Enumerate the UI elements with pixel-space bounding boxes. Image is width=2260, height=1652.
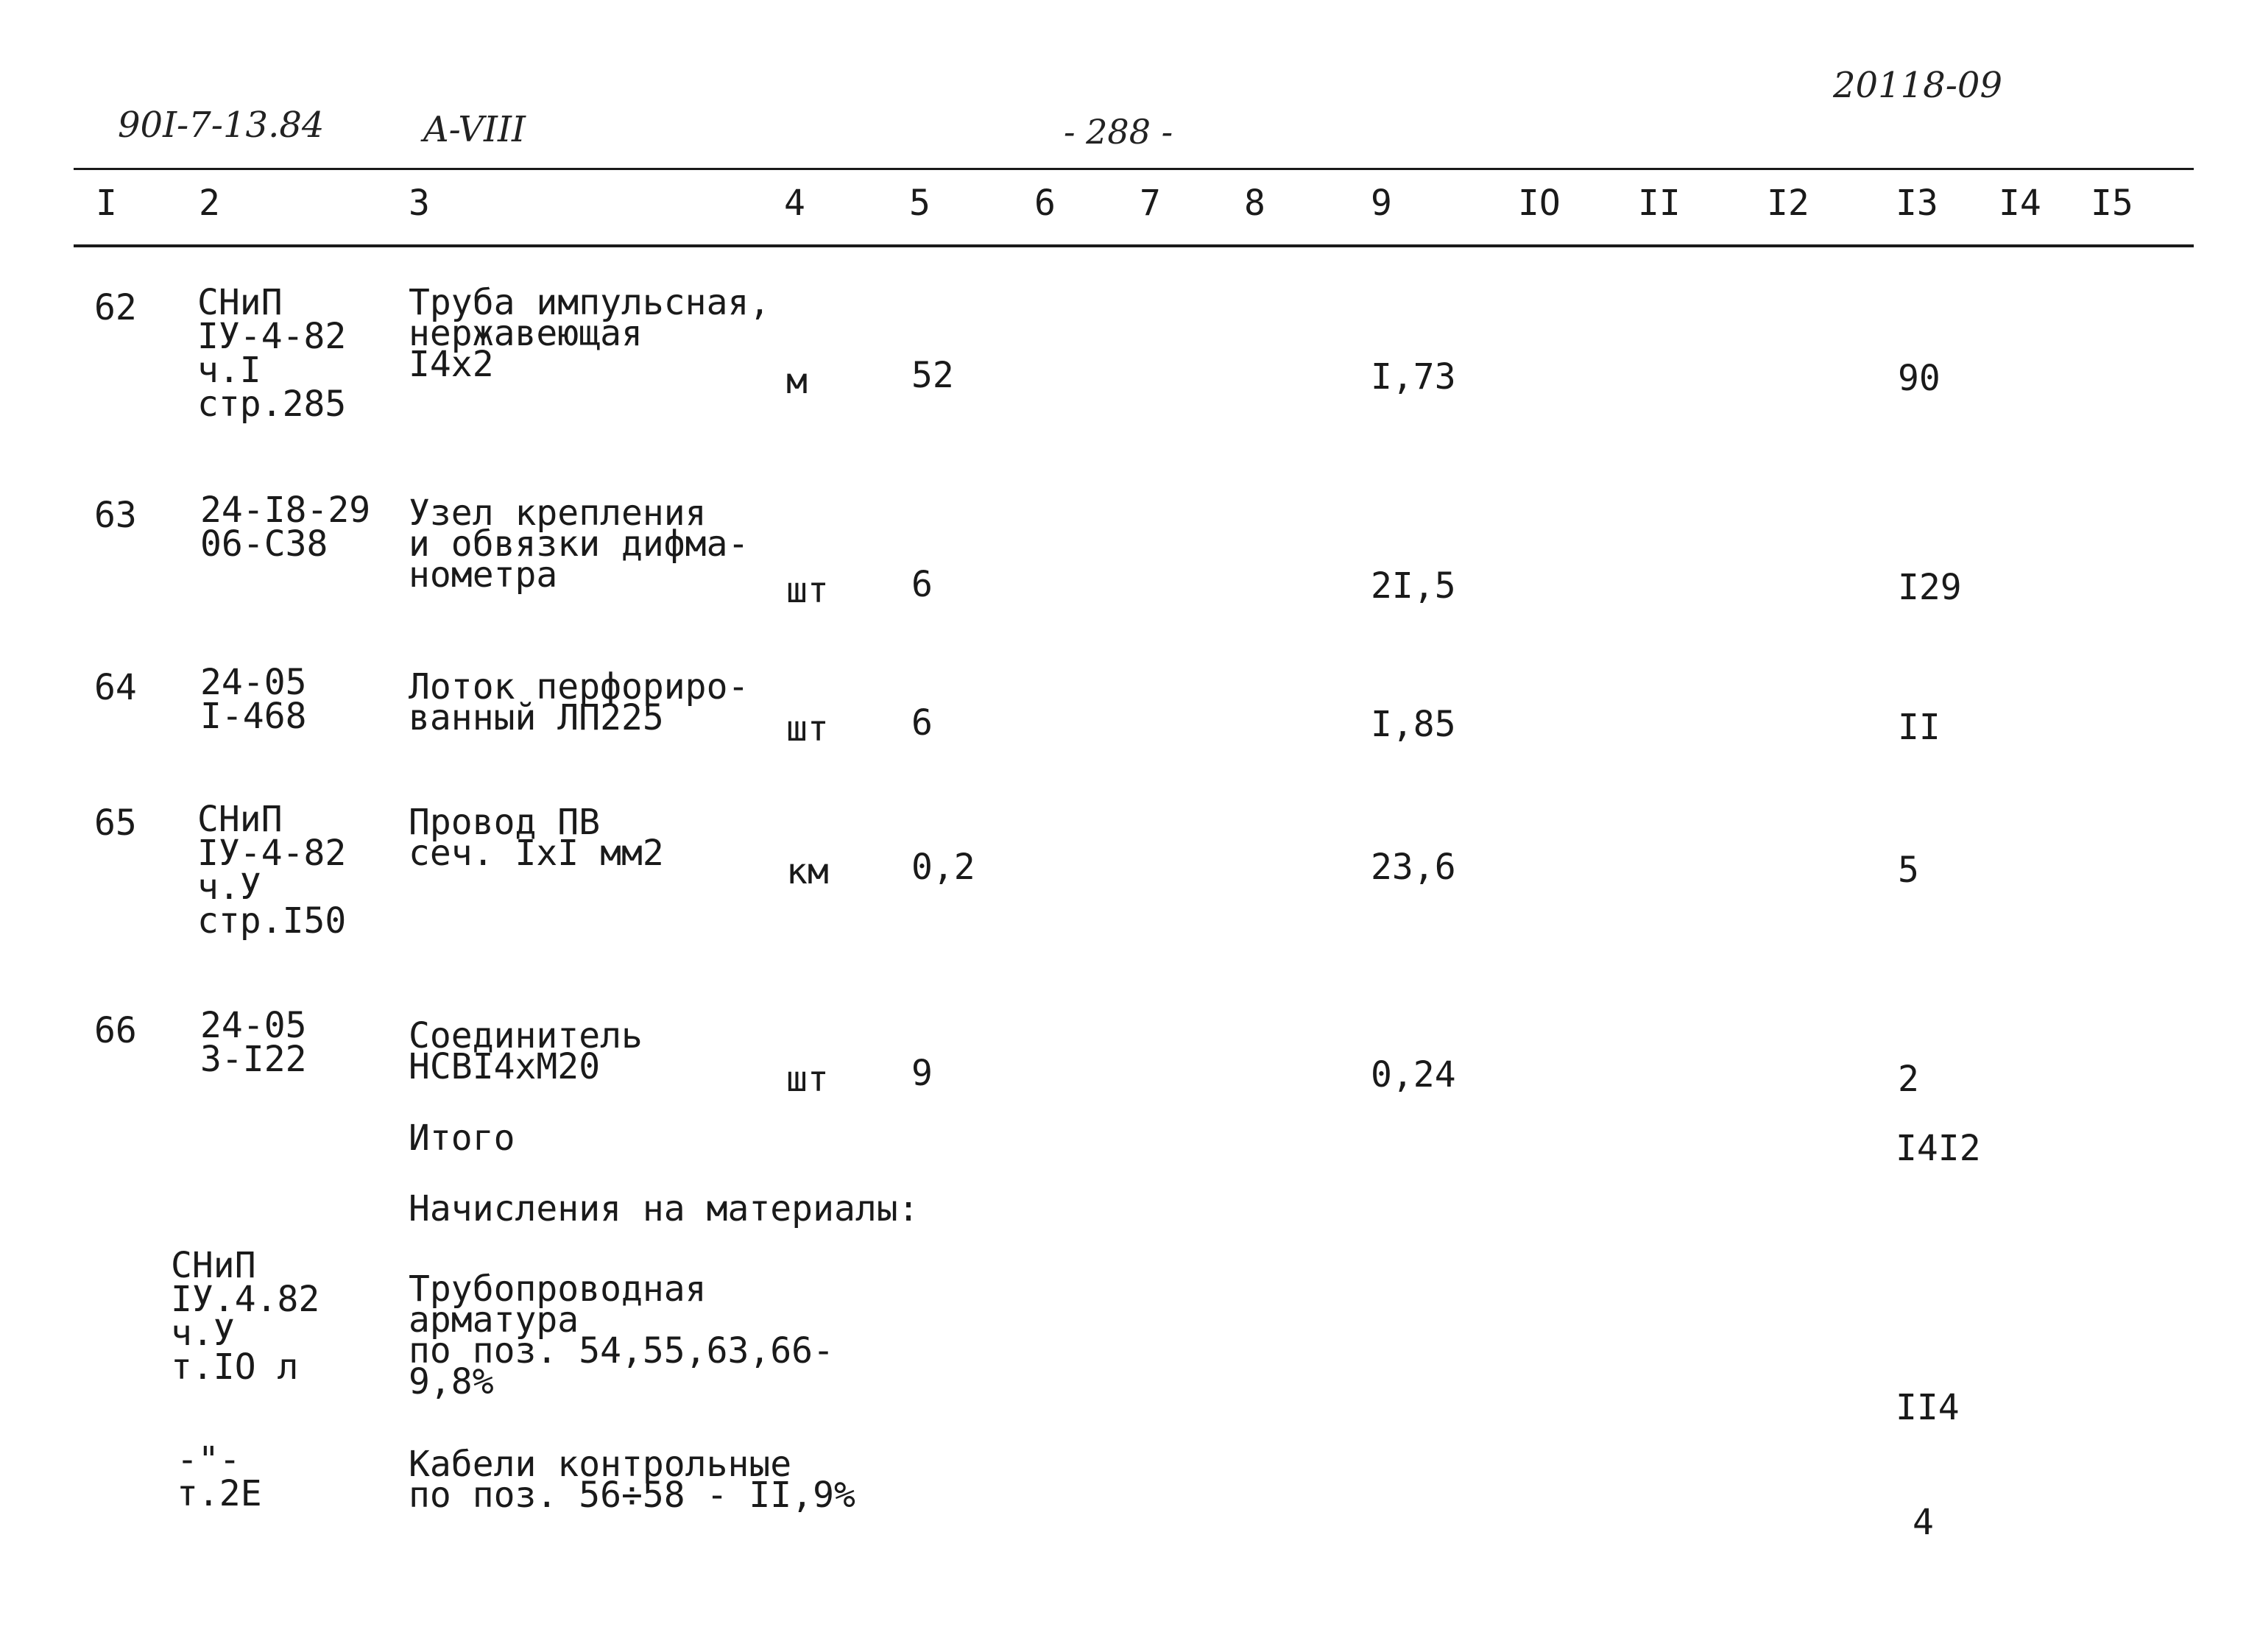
document-number: 90I-7-13.84	[118, 105, 325, 146]
column-header: 8	[1244, 183, 1265, 224]
reference-code: СНиП IУ-4-82 ч.I стр.285	[197, 282, 347, 425]
column-header: 9	[1371, 183, 1392, 224]
quantity: 9	[911, 1053, 933, 1094]
quantity: 0,2	[911, 847, 975, 888]
album-number: A-VIII	[423, 109, 526, 150]
charges-heading: Начисления на материалы:	[409, 1188, 919, 1229]
charge-total: II4	[1896, 1387, 1960, 1428]
subtotal-value: I4I2	[1896, 1128, 1981, 1169]
reference-code: -"- т.2Е	[177, 1439, 262, 1514]
subtotal-label: Итого	[409, 1118, 515, 1159]
quantity: 52	[911, 355, 954, 396]
unit: км	[786, 851, 829, 892]
column-header: I3	[1896, 183, 1938, 224]
reference-code: 24-I8-29 06-C38	[200, 490, 371, 565]
reference-code: 24-05 I-468	[200, 662, 307, 737]
item-description: Лоток перфориро- ванный ЛП225	[409, 666, 749, 738]
reference-code: 24-05 3-I22	[200, 1005, 307, 1080]
stamp-number: 20118-09	[1833, 65, 2002, 106]
row-number: 63	[94, 495, 137, 536]
charge-description: Трубопроводная арматура по поз. 54,55,63,66- 9,8%	[409, 1268, 834, 1402]
reference-code: СНиП IУ.4.82 ч.У т.IO л	[171, 1245, 320, 1388]
item-description: Труба импульсная, нержавеющая I4x2	[409, 282, 771, 385]
unit: шт	[786, 1059, 829, 1100]
quantity: 6	[911, 564, 933, 605]
row-number: 64	[94, 667, 137, 708]
unit-price: 2I,5	[1371, 565, 1456, 607]
item-description: Провод ПВ сеч. IxI мм2	[409, 802, 664, 874]
quantity: 6	[911, 702, 933, 744]
page-number: - 288 -	[1064, 112, 1173, 152]
item-description: Узел крепления и обвязки дифма- нометра	[409, 493, 749, 596]
total-cost: 5	[1898, 850, 1919, 891]
reference-code: СНиП IУ-4-82 ч.У стр.I50	[197, 799, 347, 942]
total-cost: 2	[1898, 1059, 1919, 1100]
total-cost: 90	[1898, 358, 1941, 399]
total-cost: I29	[1898, 567, 1962, 608]
column-header: II	[1638, 183, 1681, 224]
column-header: I	[96, 183, 117, 224]
unit: м	[786, 361, 808, 402]
column-header: 7	[1140, 183, 1161, 224]
charge-description: Кабели контрольные по поз. 56÷58 - II,9%	[409, 1444, 855, 1516]
unit-price: I,73	[1371, 356, 1456, 398]
row-number: 66	[94, 1010, 137, 1051]
unit: шт	[786, 570, 829, 611]
unit: шт	[786, 708, 829, 749]
column-header: 6	[1034, 183, 1056, 224]
column-header: 2	[199, 183, 220, 224]
column-header: I4	[1999, 183, 2041, 224]
column-header: 3	[409, 183, 430, 224]
total-cost: II	[1898, 707, 1941, 748]
unit-price: 0,24	[1371, 1054, 1456, 1095]
row-number: 62	[94, 287, 137, 328]
column-header: I5	[2091, 183, 2133, 224]
row-number: 65	[94, 802, 137, 844]
column-header: 4	[784, 183, 805, 224]
header-bottom-rule	[74, 244, 2194, 247]
column-header: IO	[1518, 183, 1561, 224]
unit-price: 23,6	[1371, 847, 1456, 888]
unit-price: I,85	[1371, 704, 1456, 745]
header-top-rule	[74, 168, 2194, 170]
item-description: Соединитель НСВI4xM20	[409, 1015, 643, 1087]
charge-total: 4	[1913, 1502, 1934, 1543]
column-header: 5	[909, 183, 931, 224]
column-header: I2	[1767, 183, 1809, 224]
